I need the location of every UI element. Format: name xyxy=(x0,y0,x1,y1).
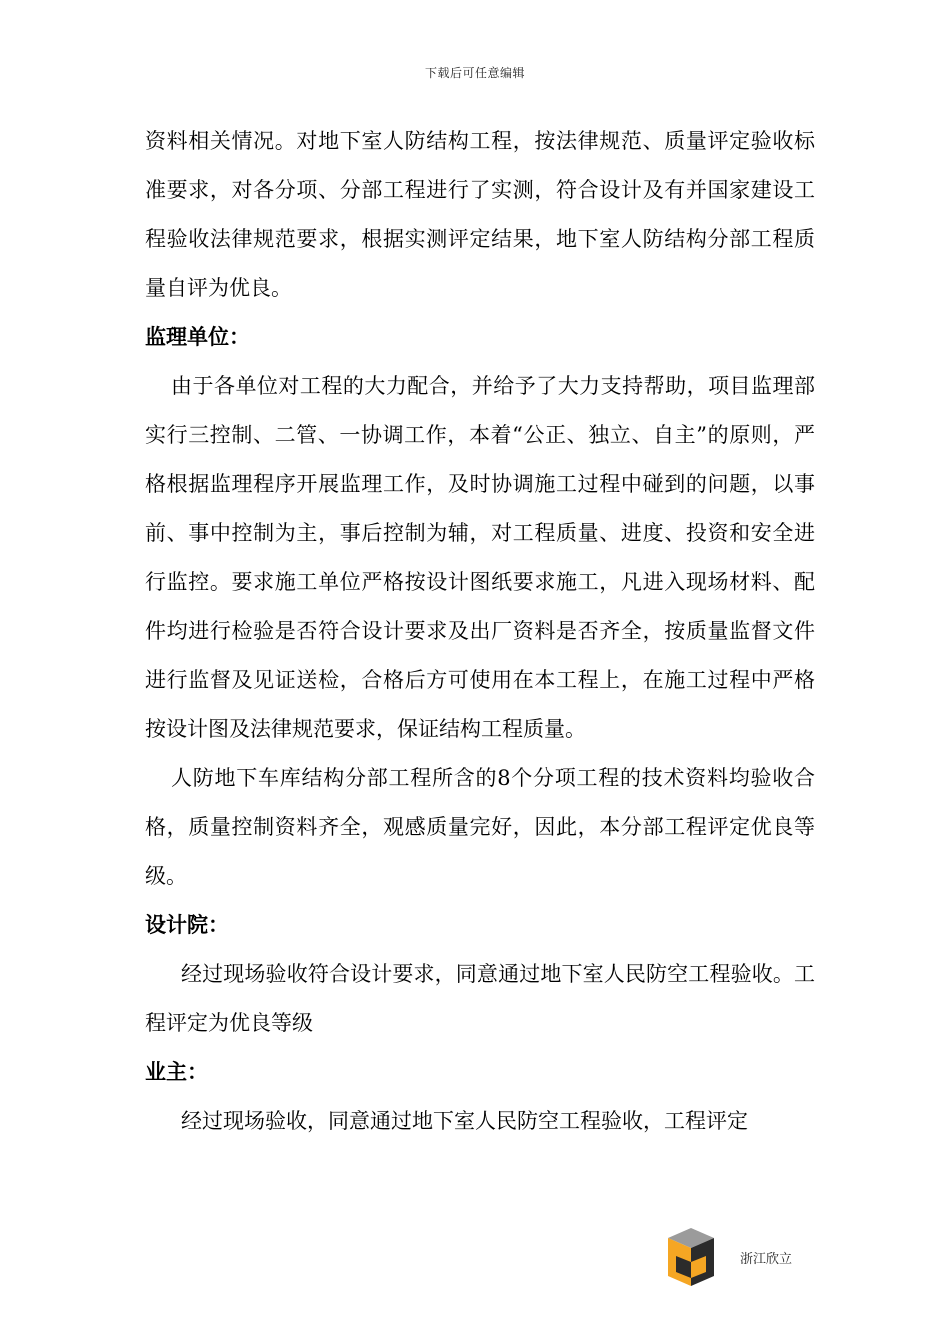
paragraph-design-institute: 经过现场验收符合设计要求，同意通过地下室人民防空工程验收。工程评定为优良等级 xyxy=(145,962,815,1035)
heading-owner: 业主： xyxy=(145,1060,208,1084)
heading-design-institute: 设计院： xyxy=(145,913,229,937)
paragraph-owner: 经过现场验收，同意通过地下室人民防空工程验收，工程评定 xyxy=(181,1109,748,1133)
header-note: 下载后可任意编辑 xyxy=(424,66,525,80)
footer-company-name: 浙江欣立 xyxy=(740,1252,793,1267)
document-body xyxy=(145,117,815,1146)
heading-supervision: 监理单位： xyxy=(145,325,250,349)
paragraph-supervision-1: 由于各单位对工程的大力配合，并给予了大力支持帮助，项目监理部实行三控制、二管、一协调工作，本着“公正、独立、自主”的原则，严格根据监理程序开展监理工作，及时协调施工过程中碰到的问题，以事前、事中控制为主，事后控制为辅，对工程质量、进度、投资和安全进行监控。要求施工单位严格按设计图纸要求施工，凡进入现场材料、配件均进行检验是否符合设计要求及出厂资料是否齐全，按质量监督文件进行监督及见证送检，合格后方可使用在本工程上，在施工过程中严格按设计图及法律规范要求，保证结构工程质量。 xyxy=(145,374,815,741)
paragraph-continuation: 资料相关情况。对地下室人防结构工程，按法律规范、质量评定验收标准要求，对各分项、分部工程进行了实测，符合设计及有并国家建设工程验收法律规范要求，根据实测评定结果，地下室人防结构分部工程质量自评为优良。 xyxy=(145,129,815,300)
paragraph-supervision-2: 人防地下车库结构分部工程所含的8个分项工程的技术资料均验收合格，质量控制资料齐全，观感质量完好，因此，本分部工程评定优良等级。 xyxy=(145,766,815,888)
cube-logo-icon xyxy=(668,1228,714,1286)
